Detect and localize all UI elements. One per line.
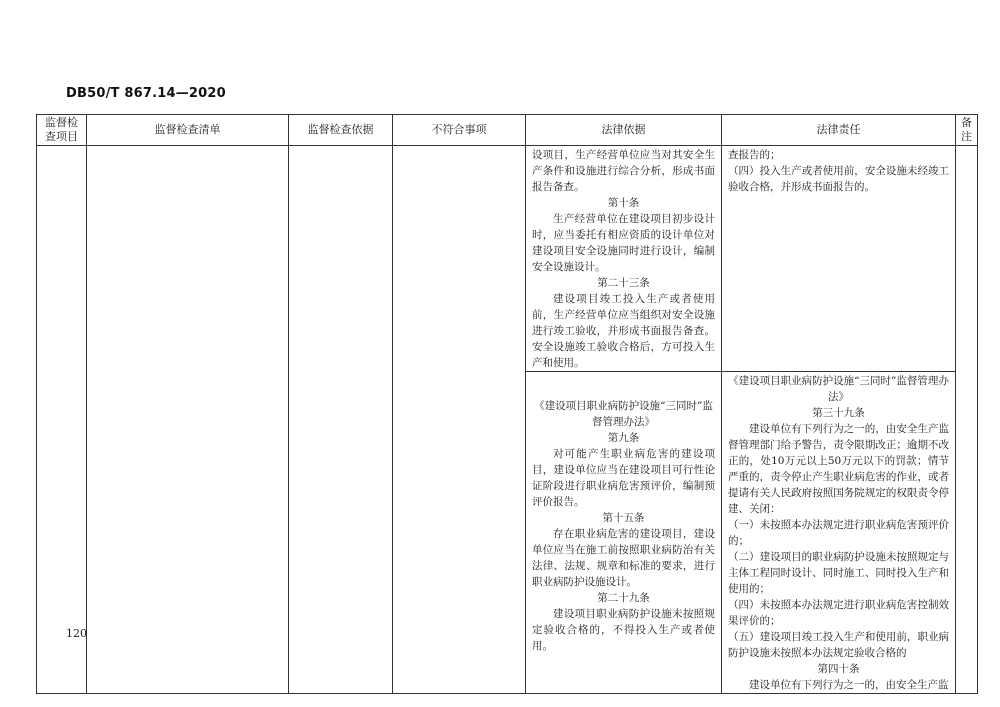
cell-legal-liability <box>722 146 956 372</box>
supervision-table <box>36 114 978 694</box>
paragraph: 存在职业病危害的建设项目，建设单位应当在施工前按照职业病防治有关法律、法规、规章和标准的要求，进行职业病防护设施设计。 <box>532 528 715 588</box>
cell-legal-basis <box>526 146 722 372</box>
paragraph: 设项目，生产经营单位应当对其安全生产条件和设施进行综合分析，形成书面报告备查。 <box>532 149 715 193</box>
paragraph: 生产经营单位在建设项目初步设计时，应当委托有相应资质的设计单位对建设项目安全设施同时进行设计，编制安全设施设计。 <box>532 213 715 273</box>
table-row <box>37 146 978 372</box>
paragraph: 第二十九条 <box>597 592 650 604</box>
paragraph: 对可能产生职业病危害的建设项目，建设单位应当在建设项目可行性论证阶段进行职业病危害预评价，编制预评价报告。 <box>532 448 715 508</box>
cell-nonconformity <box>393 146 526 694</box>
paragraph: （四）投入生产或者使用前，安全设施未经竣工验收合格，并形成书面报告的。 <box>728 165 949 193</box>
paragraph: （二）建设项目的职业病防护设施未按照规定与主体工程同时设计、同时施工、同时投入生产和使用的； <box>728 551 949 595</box>
header-checklist: 监督检查清单 <box>87 115 289 146</box>
paragraph: 《建设项目职业病防护设施“三同时”监督管理办法》 <box>534 400 713 428</box>
header-project: 监督检查项目 <box>37 115 87 146</box>
paragraph: 建设项目职业病防护设施未按照规定验收合格的，不得投入生产或者使用。 <box>532 608 715 652</box>
paragraph: 《建设项目职业病防护设施“三同时”监督管理办法》 <box>728 375 949 403</box>
cell-project <box>37 146 87 694</box>
header-legal-liability: 法律责任 <box>722 115 956 146</box>
paragraph: 建设项目竣工投入生产或者使用前，生产经营单位应当组织对安全设施进行竣工验收，并形成书面报告备查。安全设施竣工验收合格后，方可投入生产和使用。 <box>532 293 715 369</box>
cell-remarks <box>956 146 978 694</box>
paragraph: 第二十三条 <box>597 277 650 289</box>
cell-basis <box>289 146 393 694</box>
standard-code: DB50/T 867.14—2020 <box>66 86 226 101</box>
table-header-row <box>37 115 978 146</box>
cell-legal-basis <box>526 372 722 694</box>
cell-checklist <box>87 146 289 694</box>
paragraph: 第九条 <box>607 432 640 444</box>
paragraph: 第十条 <box>607 197 640 209</box>
paragraph: （一）未按照本办法规定进行职业病危害预评价的； <box>728 519 949 547</box>
paragraph: 查报告的； <box>728 149 781 161</box>
paragraph: 第三十九条 <box>812 407 865 419</box>
paragraph: 建设单位有下列行为之一的，由安全生产监督管理部门给予警告，责令限期改正；逾期不改正的，处10万元以上50万元以下的罚款；情节严重的，责令停止产生职业病危害的作业，或者提请有关人民政府按照国务院规定的权限责令停建、关闭： <box>728 423 949 515</box>
header-nonconformity: 不符合事项 <box>393 115 526 146</box>
paragraph: （四）未按照本办法规定进行职业病危害控制效果评价的； <box>728 599 949 627</box>
paragraph: 第十五条 <box>602 512 645 524</box>
header-legal-basis: 法律依据 <box>526 115 722 146</box>
paragraph: 建设单位有下列行为之一的，由安全生产监 <box>749 679 949 691</box>
page-number: 120 <box>66 627 87 640</box>
paragraph: 第四十条 <box>817 663 860 675</box>
header-basis: 监督检查依据 <box>289 115 393 146</box>
cell-legal-liability <box>722 372 956 694</box>
paragraph: （五）建设项目竣工投入生产和使用前，职业病防护设施未按照本办法规定验收合格的 <box>728 631 949 659</box>
header-remarks: 备注 <box>956 115 978 146</box>
